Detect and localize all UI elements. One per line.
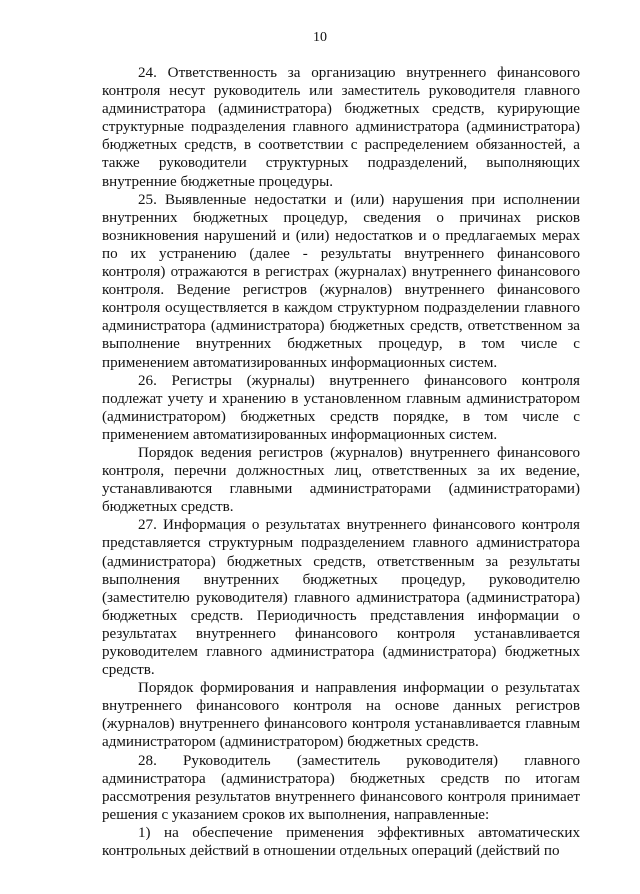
paragraph-26: 26. Регистры (журналы) внутреннего финансового контроля подлежат учету и хранению в установленном главным администратором (администратором) бюджетных средств порядке, в том числе с применением автоматизированных информационных систем. <box>102 372 580 443</box>
paragraph-25: 25. Выявленные недостатки и (или) нарушения при исполнении внутренних бюджетных процедур, сведения о причинах рисков возникновения нарушений и (или) недостатков и о предлагаемых мерах по их устранению (далее - результаты внутреннего финансового контроля) отражаются в регистрах (журналах) внутреннего финансового контроля. Ведение регистров (журналов) внутреннего финансового контроля осуществляется в каждом структурном подразделении главного администратора (администратора) бюджетных средств, ответственном за выполнение внутренних бюджетных процедур, в том числе с применением автоматизированных информационных систем. <box>102 191 580 371</box>
document-body <box>102 64 580 860</box>
paragraph-26-continued: Порядок ведения регистров (журналов) внутреннего финансового контроля, перечни должностных лиц, ответственных за их ведение, устанавливаются главными администраторами (администраторами) бюджетных средств. <box>102 444 580 516</box>
paragraph-27-continued: Порядок формирования и направления информации о результатах внутреннего финансового контроля на основе данных регистров (журналов) внутреннего финансового контроля устанавливается главным администратором (администратором) бюджетных средств. <box>102 680 580 751</box>
paragraph-28: 28. Руководитель (заместитель руководителя) главного администратора (администратора) бюджетных средств по итогам рассмотрения результатов внутреннего финансового контроля принимает решения с указанием сроков их выполнения, направленные: <box>102 752 580 823</box>
paragraph-24: 24. Ответственность за организацию внутреннего финансового контроля несут руководитель или заместитель руководителя главного администратора (администратора) бюджетных средств, курирующие структурные подразделения главного администратора (администратора) бюджетных средств, в соответствии с распределением обязанностей, а также руководители структурных подразделений, выполняющих внутренние бюджетные процедуры. <box>102 65 580 190</box>
page-number: 10 <box>313 30 327 45</box>
paragraph-28-item-1: 1) на обеспечение применения эффективных автоматических контрольных действий в отношении отдельных операций (действий по <box>102 824 580 860</box>
paragraph-27: 27. Информация о результатах внутреннего финансового контроля представляется структурным подразделением главного администратора (администратора) бюджетных средств, ответственным за результаты выполнения внутренних бюджетных процедур, руководителю (заместителю руководителя) главного администратора (администратора) бюджетных средств. Периодичность представления информации о результатах внутреннего финансового контроля устанавливается руководителем главного администратора (администратора) бюджетных средств. <box>102 517 580 679</box>
